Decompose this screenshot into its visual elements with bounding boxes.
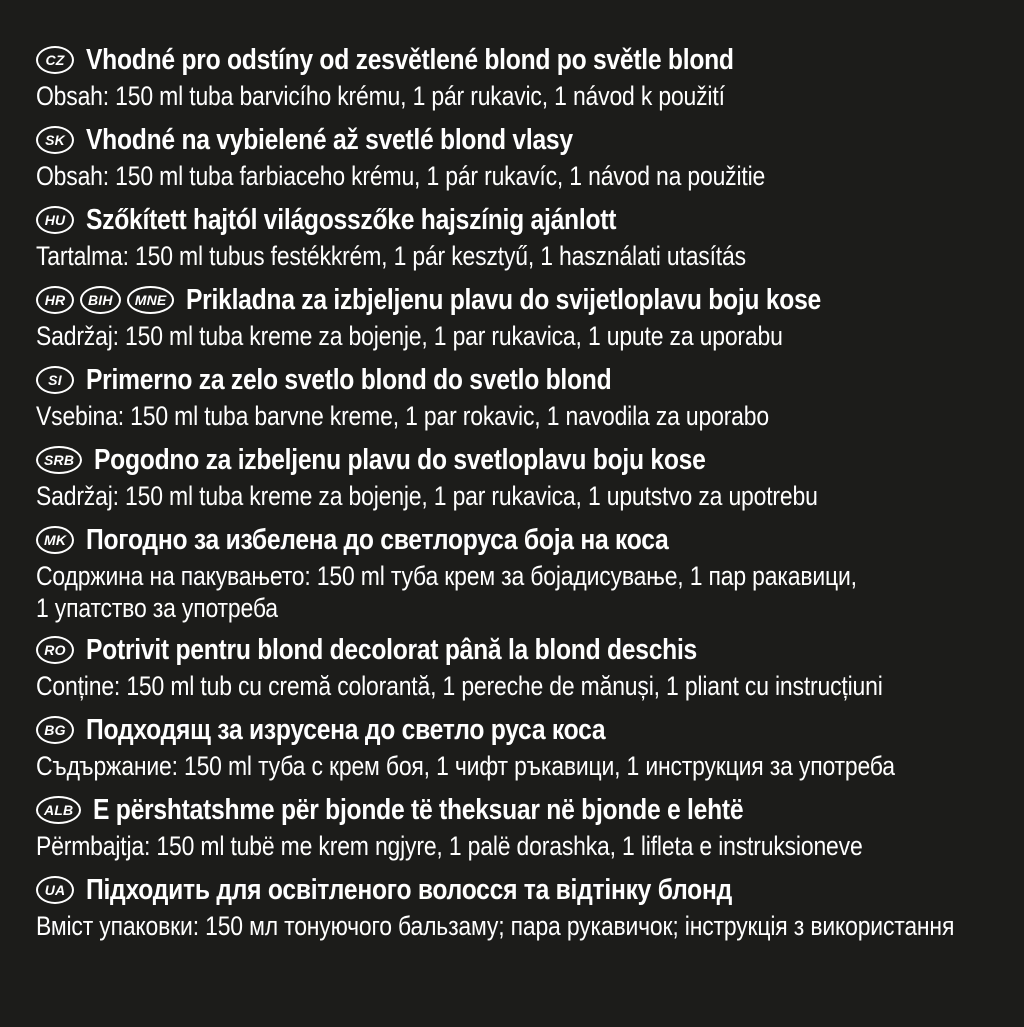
headline-row [36, 440, 1014, 480]
suitability-headline: Prikladna za izbjeljenu plavu do svijetloplavu boju kose [186, 283, 822, 316]
suitability-headline: Подходящ за изрусена до светло руса коса [86, 713, 606, 746]
language-section [36, 630, 1014, 703]
country-badge: SRB [36, 446, 82, 474]
country-badge: BIH [80, 286, 121, 314]
contents-line: Obsah: 150 ml tuba farbiaceho krému, 1 pár rukavíc, 1 návod na použitie [36, 161, 766, 191]
country-badge: MK [36, 526, 74, 554]
contents-text [36, 160, 1014, 193]
contents-text [36, 80, 1014, 113]
language-section [36, 790, 1014, 863]
language-section [36, 710, 1014, 783]
country-badge: HU [36, 206, 74, 234]
suitability-headline: Підходить для освітленого волосся та відтінку блонд [86, 873, 732, 906]
country-badge: CZ [36, 46, 74, 74]
country-badge: MNE [127, 286, 175, 314]
contents-text [36, 830, 1014, 863]
language-section [36, 200, 1014, 273]
headline-row [36, 360, 1014, 400]
country-badges [36, 636, 74, 664]
country-badges [36, 526, 74, 554]
contents-line: 1 упатство за употреба [36, 593, 278, 623]
language-section [36, 40, 1014, 113]
language-section [36, 440, 1014, 513]
country-badges [36, 446, 82, 474]
contents-line: Tartalma: 150 ml tubus festékkrém, 1 pár kesztyű, 1 használati utasítás [36, 241, 746, 271]
contents-line: Sadržaj: 150 ml tuba kreme za bojenje, 1 par rukavica, 1 uputstvo za upotrebu [36, 481, 818, 511]
country-badges [36, 286, 174, 314]
contents-text [36, 320, 1014, 353]
suitability-headline: Погодно за избелена до светлоруса боја на коса [86, 523, 669, 556]
headline-row [36, 710, 1014, 750]
contents-text [36, 240, 1014, 273]
suitability-headline: Szőkített hajtól világosszőke hajszínig ajánlott [86, 203, 617, 236]
suitability-headline: Potrivit pentru blond decolorat până la blond deschis [86, 633, 698, 666]
suitability-headline: Primerno za zelo svetlo blond do svetlo blond [86, 363, 612, 396]
contents-text [36, 560, 1014, 623]
contents-text [36, 400, 1014, 433]
contents-line: Obsah: 150 ml tuba barvicího krému, 1 pár rukavic, 1 návod k použití [36, 81, 725, 111]
suitability-headline: Vhodné pro odstíny od zesvětlené blond po světle blond [86, 43, 734, 76]
language-section [36, 520, 1014, 623]
country-badge: ALB [36, 796, 81, 824]
language-section [36, 280, 1014, 353]
contents-line: Vsebina: 150 ml tuba barvne kreme, 1 par rokavic, 1 navodila za uporabo [36, 401, 769, 431]
country-badges [36, 206, 74, 234]
headline-row [36, 870, 1014, 910]
contents-text [36, 670, 1014, 703]
headline-row [36, 790, 1014, 830]
language-section [36, 360, 1014, 433]
headline-row [36, 200, 1014, 240]
contents-line: Conține: 150 ml tub cu cremă colorantă, 1 pereche de mănuși, 1 pliant cu instrucțiuni [36, 671, 883, 701]
country-badge: SK [36, 126, 74, 154]
contents-text [36, 750, 1014, 783]
suitability-headline: E përshtatshme për bjonde të theksuar në bjonde e lehtë [93, 793, 744, 826]
country-badge: HR [36, 286, 74, 314]
contents-line: Вміст упаковки: 150 мл тонуючого бальзаму; пара рукавичок; інструкція з використання [36, 911, 955, 941]
suitability-headline: Vhodné na vybielené až svetlé blond vlasy [86, 123, 573, 156]
language-section [36, 870, 1014, 943]
contents-text [36, 910, 1014, 943]
country-badges [36, 716, 74, 744]
contents-text [36, 480, 1014, 513]
headline-row [36, 520, 1014, 560]
suitability-headline: Pogodno za izbeljenu plavu do svetloplavu boju kose [94, 443, 706, 476]
contents-line: Sadržaj: 150 ml tuba kreme za bojenje, 1 par rukavica, 1 upute za uporabu [36, 321, 783, 351]
country-badge: RO [36, 636, 74, 664]
country-badge: SI [36, 366, 74, 394]
country-badges [36, 46, 74, 74]
language-section [36, 120, 1014, 193]
contents-line: Содржина на пакувањето: 150 ml туба крем за бојадисување, 1 пар ракавици, [36, 561, 857, 591]
country-badges [36, 366, 74, 394]
country-badges [36, 126, 74, 154]
headline-row [36, 280, 1014, 320]
headline-row [36, 120, 1014, 160]
headline-row [36, 40, 1014, 80]
contents-line: Съдържание: 150 ml туба с крем боя, 1 чифт ръкавици, 1 инструкция за употреба [36, 751, 895, 781]
country-badges [36, 876, 74, 904]
country-badges [36, 796, 81, 824]
country-badge: BG [36, 716, 74, 744]
headline-row [36, 630, 1014, 670]
country-badge: UA [36, 876, 74, 904]
contents-line: Përmbajtja: 150 ml tubë me krem ngjyre, 1 palë dorashka, 1 lifleta e instruksioneve [36, 831, 863, 861]
